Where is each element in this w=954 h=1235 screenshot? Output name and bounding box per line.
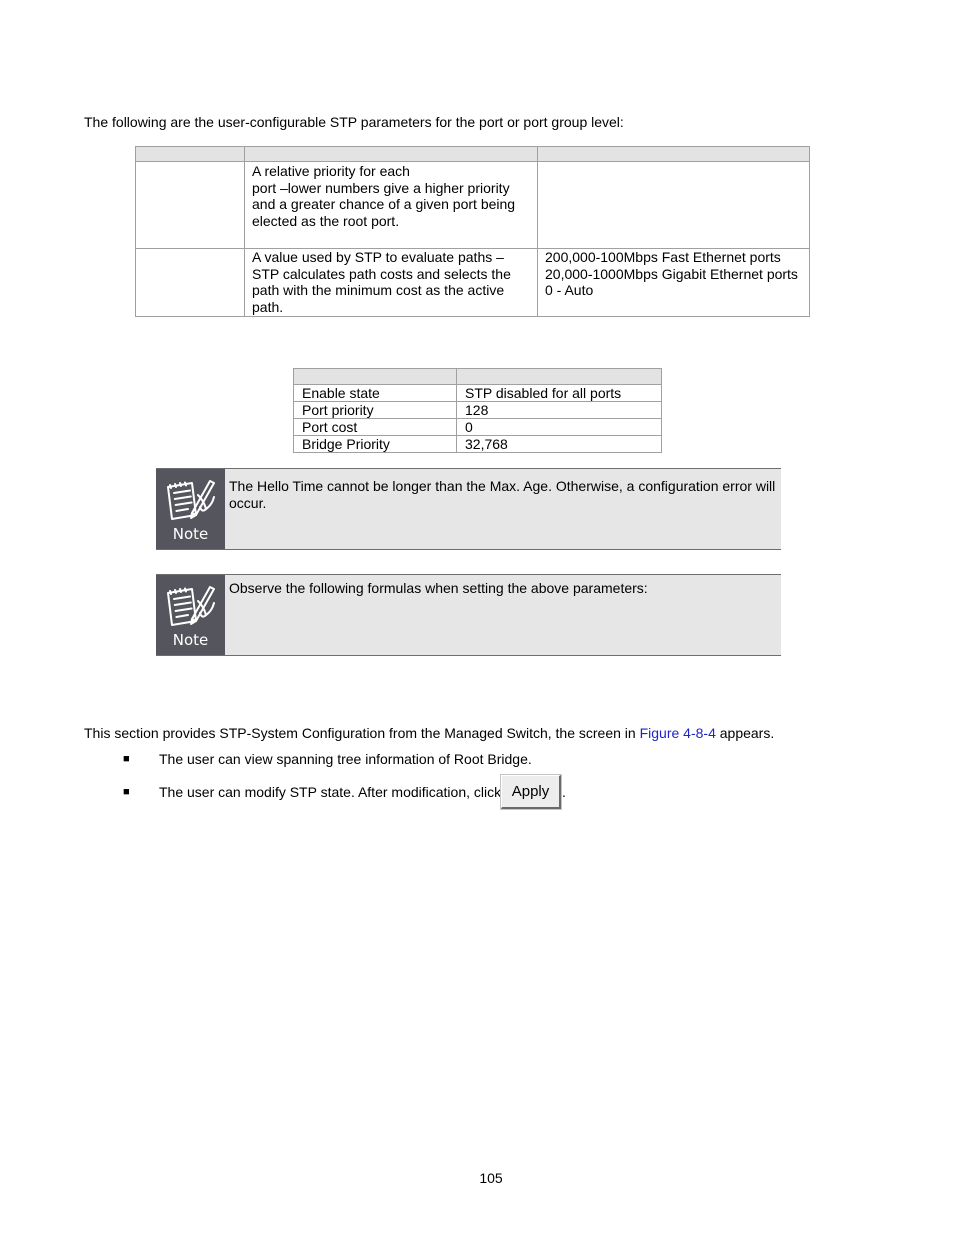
table-row — [294, 402, 662, 419]
param-name-cell — [136, 162, 245, 249]
table-header-row — [136, 147, 810, 162]
param-description-cell: A relative priority for each port –lower numbers give a higher priority and a greater chance of a given port being elected as the root port. — [245, 162, 538, 249]
stp-port-parameter-table — [135, 146, 810, 317]
default-value-cell: STP disabled for all ports — [457, 385, 662, 402]
default-param-cell: Bridge Priority — [294, 436, 457, 453]
table-header-row — [294, 369, 662, 385]
table-row — [136, 162, 810, 249]
note-box-formulas — [156, 574, 781, 656]
intro-paragraph: The following are the user-configurable STP parameters for the port or port group level: — [84, 114, 624, 130]
table-row — [294, 385, 662, 402]
note-icon — [156, 469, 225, 549]
header-cell — [538, 147, 810, 162]
apply-button[interactable]: Apply — [501, 775, 561, 809]
header-cell — [294, 369, 457, 385]
figure-link[interactable]: Figure 4-8-4 — [639, 725, 716, 741]
table-row — [294, 419, 662, 436]
param-description-cell: A value used by STP to evaluate paths – STP calculates path costs and selects the path with the minimum cost as the active path. — [245, 249, 538, 317]
section-paragraph: This section provides STP-System Configuration from the Managed Switch, the screen in Figure 4-8-4 appears. — [84, 725, 775, 741]
note-text: Observe the following formulas when setting the above parameters: — [229, 580, 648, 596]
stp-default-settings-table — [293, 368, 662, 453]
default-param-cell: Enable state — [294, 385, 457, 402]
table-row — [294, 436, 662, 453]
default-param-cell: Port priority — [294, 402, 457, 419]
default-value-cell: 32,768 — [457, 436, 662, 453]
note-label: Note — [172, 631, 209, 649]
sentence-period: . — [562, 784, 566, 800]
note-text: The Hello Time cannot be longer than the Max. Age. Otherwise, a configuration error will occur. — [229, 478, 776, 511]
default-param-cell: Port cost — [294, 419, 457, 436]
notepad-pen-icon — [162, 581, 218, 629]
bullet-marker: ■ — [123, 753, 130, 765]
note-box-hello-time — [156, 468, 781, 550]
table-row — [136, 249, 810, 317]
bullet-marker: ■ — [123, 786, 130, 798]
page-number: 105 — [479, 1170, 503, 1186]
header-cell — [136, 147, 245, 162]
bullet-text: The user can modify STP state. After modification, click — [159, 784, 502, 800]
param-values-cell: 200,000-100Mbps Fast Ethernet ports 20,000-1000Mbps Gigabit Ethernet ports 0 - Auto — [538, 249, 810, 317]
default-value-cell: 128 — [457, 402, 662, 419]
notepad-pen-icon — [162, 475, 218, 523]
header-cell — [245, 147, 538, 162]
param-name-cell — [136, 249, 245, 317]
bullet-text: The user can view spanning tree information of Root Bridge. — [159, 751, 532, 767]
param-values-cell — [538, 162, 810, 249]
default-value-cell: 0 — [457, 419, 662, 436]
note-icon — [156, 575, 225, 655]
header-cell — [457, 369, 662, 385]
note-label: Note — [172, 525, 209, 543]
